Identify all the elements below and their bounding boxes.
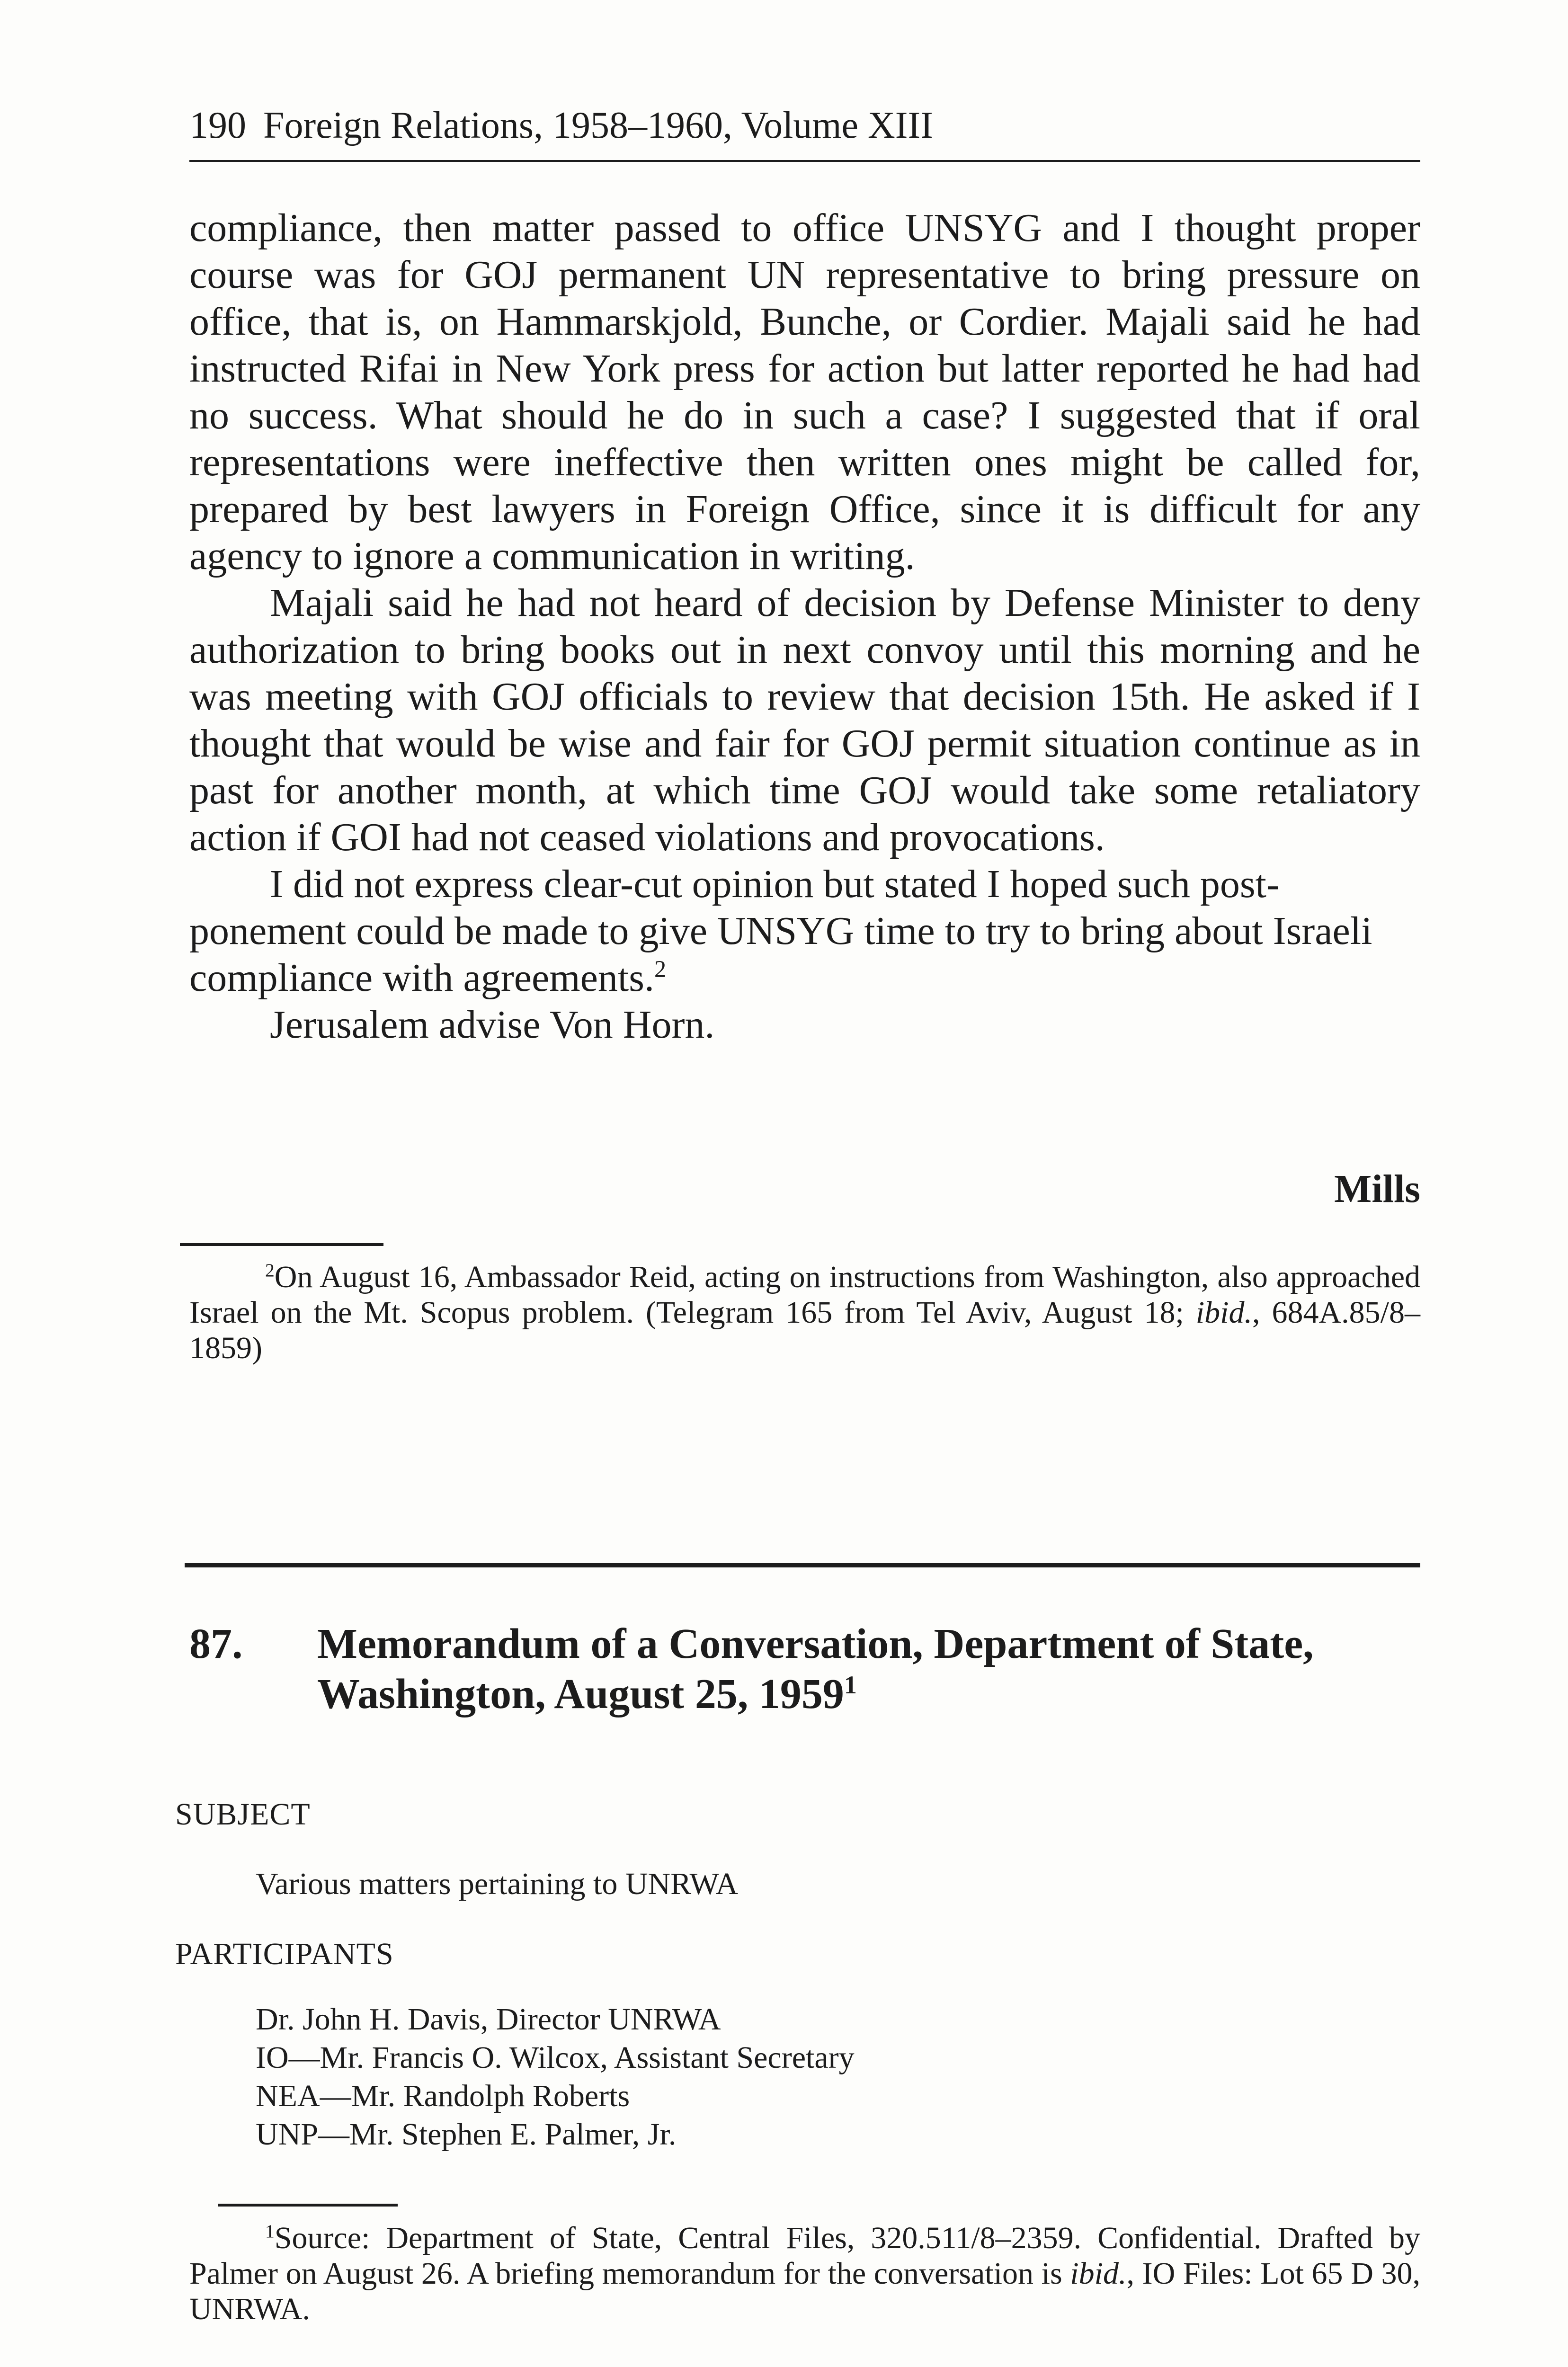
- participants-list: [256, 2000, 855, 2153]
- paragraph-2: Majali said he had not heard of decision by Defense Minister to deny authorization to bring books out in next convoy until this morning and he was meeting with GOJ officials to review that decision 15th. He asked if I thought that would be wise and fair for GOJ permit situation continue as in past for another month, at which time GOJ would take some retaliatory action if GOI had not ceased violations and provocations.: [189, 581, 1420, 859]
- participant: UNP—Mr. Stephen E. Palmer, Jr.: [256, 2117, 677, 2152]
- running-title: Foreign Relations, 1958–1960, Volume XIII: [263, 105, 933, 146]
- paragraph-3-text: I did not express clear-cut opinion but stated I hoped such postponement could be made to give UNSYG time to try to bring about Israeli compliance with agreements.: [189, 862, 1372, 1000]
- footnote-1: [189, 2220, 1420, 2327]
- footnote-ref-1: 1: [844, 1671, 857, 1699]
- document-title-wrap: [317, 1619, 1420, 1719]
- participant: IO—Mr. Francis O. Wilcox, Assistant Secretary: [256, 2040, 855, 2075]
- section-divider: [185, 1563, 1420, 1567]
- footnote-2-marker: 2: [265, 1260, 275, 1281]
- running-header: [189, 102, 1420, 149]
- paragraph-4: Jerusalem advise Von Horn.: [270, 1003, 715, 1047]
- participants-label: PARTICIPANTS: [175, 1937, 394, 1971]
- document-number: 87.: [189, 1620, 243, 1667]
- participant: NEA—Mr. Randolph Roberts: [256, 2079, 630, 2113]
- footnote-rule: [180, 1243, 383, 1246]
- footnote-2-text-a: On August 16, Ambassador Reid, acting on instructions from Washington, also approached Israel on the Mt. Scopus problem. (Telegram 165 from Tel Aviv, August 18;: [189, 1260, 1420, 1330]
- footnote-1-marker: 1: [265, 2221, 275, 2242]
- paragraph-1: compliance, then matter passed to office UNSYG and I thought proper course was for GOJ permanent UN representative to bring pressure on office, that is, on Hammarskjold, Bunche, or Cordier. Majali said he had instructed Rifai in New York press for action but latter reported he had had no success. What should he do in such a case? I suggested that if oral representations were ineffective then written ones might be called for, prepared by best lawyers in Foreign Office, since it is difficult for any agency to ignore a communication in writing.: [189, 206, 1420, 578]
- footnote-2: [189, 1259, 1420, 1366]
- participant: Dr. John H. Davis, Director UNRWA: [256, 2002, 721, 2037]
- footnote-2-text-b: , 684A.85/8–1859): [189, 1295, 1421, 1365]
- footnote-1-text-b: , IO Files: Lot 65 D 30, UNRWA.: [189, 2256, 1421, 2326]
- page-number: 190: [189, 105, 246, 146]
- footnote-rule: [218, 2204, 398, 2207]
- paragraph-3: [189, 861, 1420, 1001]
- document-title: Memorandum of a Conversation, Department of State, Washington, August 25, 1959: [317, 1620, 1314, 1717]
- footnote-1-ibid: ibid.: [1070, 2256, 1127, 2291]
- subject-text: Various matters pertaining to UNRWA: [256, 1867, 739, 1901]
- signature: Mills: [1334, 1167, 1420, 1211]
- footnote-1-text-a: Source: Department of State, Central Files, 320.511/8–2359. Confidential. Drafted by Palmer on August 26. A briefing memorandum for the conversation is: [189, 2221, 1420, 2291]
- footnote-ref-2: 2: [654, 956, 667, 982]
- body-text: [189, 205, 1420, 1048]
- footnote-2-ibid: ibid.: [1195, 1295, 1252, 1330]
- subject-label: SUBJECT: [175, 1797, 311, 1832]
- header-rule: [189, 160, 1420, 162]
